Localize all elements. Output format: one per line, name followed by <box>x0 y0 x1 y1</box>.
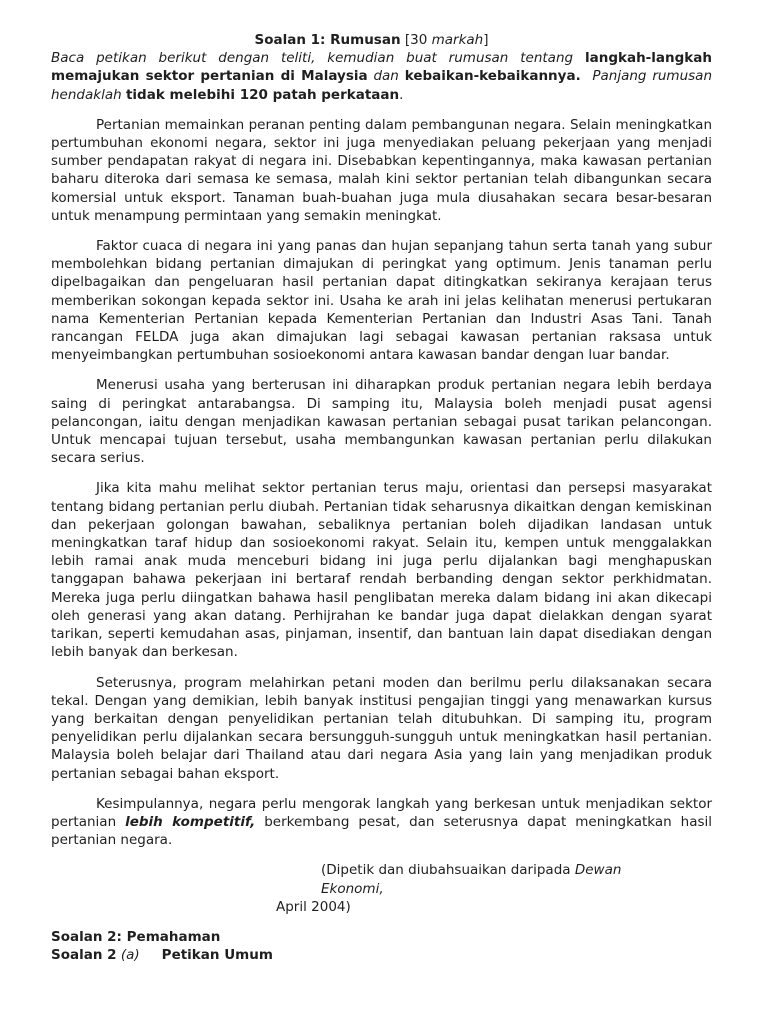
sub-letter: (a) <box>120 947 140 964</box>
source-date: April 2004) <box>276 898 351 915</box>
paragraph-2: Faktor cuaca di negara ini yang panas dan hujan sepanjang tahun serta tanah yang subur membolehkan bidang pertanian dimajukan di peringkat yang optimum. Jenis tanaman perlu dipelbagaikan dan pengeluaran hasil pertanian dapat ditingkatkan sekiranya kerajaan terus memberikan sokongan kepada sektor ini. Usaha ke arah ini jelas kelihatan menerusi pertukaran nama Kementerian Pertanian kepada Kementerian Pertanian dan Industri Asas Tani. Tanah rancangan FELDA juga akan dimajukan lagi sebagai kawasan pertanian raksasa untuk menyeimbangkan pertumbuhan sosioekonomi antara kawasan bandar dengan luar bandar. <box>51 238 712 364</box>
source-prefix: (Dipetik dan diubahsuaikan daripada <box>321 862 571 879</box>
instruction <box>51 49 712 104</box>
question-heading <box>51 31 692 49</box>
question-title: Soalan 1: Rumusan <box>254 32 401 48</box>
next-section <box>51 928 712 964</box>
marks-word: markah <box>431 32 484 48</box>
paragraph-6-text-b: berkembang pesat, dan seterusnya dapat meningkatkan hasil pertanian negara. <box>51 813 713 849</box>
instruction-bold-2: kebaikan-kebaikannya. <box>404 68 581 85</box>
sub-title: Petikan Umum <box>161 947 273 964</box>
paragraph-6 <box>51 795 712 850</box>
sub-label: Soalan 2 <box>51 947 117 964</box>
instruction-text-2: Panjang rumusan hendaklah <box>51 68 713 103</box>
instruction-bold-1: langkah-langkah memajukan sektor pertanian di Malaysia <box>51 50 712 85</box>
paragraph-4: Jika kita mahu melihat sektor pertanian terus maju, orientasi dan persepsi masyarakat tentang bidang pertanian perlu diubah. Pertanian tidak seharusnya dikaitkan dengan kemiskinan dan pekerjaan golongan bawahan, sebaliknya pertanian boleh dijadikan landasan untuk meningkatkan taraf hidup dan sosioekonomi rakyat. Selain itu, kempen untuk menggalakkan lebih ramai anak muda menceburi bidang ini juga perlu dijalankan bagi menghapuskan tanggapan bahawa pekerjaan ini bertaraf rendah berbanding dengan sektor perkhidmatan. Mereka juga perlu diingatkan bahawa hasil penglibatan mereka dalam bidang ini akan dikecapi oleh generasi yang akan datang. Perhijrahan ke bandar juga dapat dielakkan dengan syarat tarikan, seperti kemudahan asas, pinjaman, insentif, dan bantuan lain dapat disediakan dengan lebih banyak dan berkesan. <box>51 480 712 661</box>
marks-open: [30 <box>404 32 432 48</box>
instruction-dan: dan <box>373 68 399 85</box>
paragraph-1: Pertanian memainkan peranan penting dalam pembangunan negara. Selain meningkatkan pertumbuhan ekonomi negara, sektor ini juga menyediakan peluang pekerjaan yang menjadi sumber pendapatan rakyat di negara ini. Disebabkan kepentingannya, maka kawasan pertanian baharu diteroka dari semasa ke semasa, malah kini sektor pertanian telah dibangunkan secara komersial untuk eksport. Tanaman buah-buahan juga mula diusahakan secara besar-besaran untuk menampung permintaan yang semakin meningkat. <box>51 116 712 224</box>
paragraph-6-emphasis: lebih kompetitif, <box>125 813 256 830</box>
paragraph-6-text-a: Kesimpulannya, negara perlu mengorak langkah yang berkesan untuk menjadikan sektor pertanian <box>51 795 712 830</box>
sub-heading <box>51 946 712 964</box>
section-heading: Soalan 2: Pemahaman <box>51 928 221 945</box>
source-publication-2: Ekonomi, <box>321 880 384 897</box>
marks-close: ] <box>483 32 489 48</box>
paragraph-3: Menerusi usaha yang berterusan ini diharapkan produk pertanian negara lebih berdaya saing di peringkat antarabangsa. Di samping itu, Malaysia boleh menjadi pusat agensi pelancongan, iaitu dengan menjadikan kawasan pertanian sebagai pusat tarikan pelancongan. Untuk mencapai tujuan tersebut, usaha membangunkan kawasan pertanian perlu dilakukan secara serius. <box>51 377 712 467</box>
paragraph-5: Seterusnya, program melahirkan petani moden dan berilmu perlu dilaksanakan secara tekal. Dengan yang demikian, lebih banyak institusi pengajian tinggi yang menawarkan kursus yang berkaitan dengan penyelidikan pertanian telah ditubuhkan. Di samping itu, program penyelidikan perlu dijalankan secara bersungguh-sungguh untuk meningkatkan hasil pertanian. Malaysia boleh belajar dari Thailand atau dari negara Asia yang lain yang menjadikan produk pertanian sebagai bahan eksport. <box>51 674 712 782</box>
instruction-end: . <box>399 86 404 103</box>
source-citation <box>51 861 712 916</box>
instruction-bold-3: tidak melebihi 120 patah perkataan <box>125 86 400 103</box>
instruction-text-1: Baca petikan berikut dengan teliti, kemudian buat rumusan tentang <box>51 50 574 67</box>
source-publication-1: Dewan <box>574 862 622 879</box>
